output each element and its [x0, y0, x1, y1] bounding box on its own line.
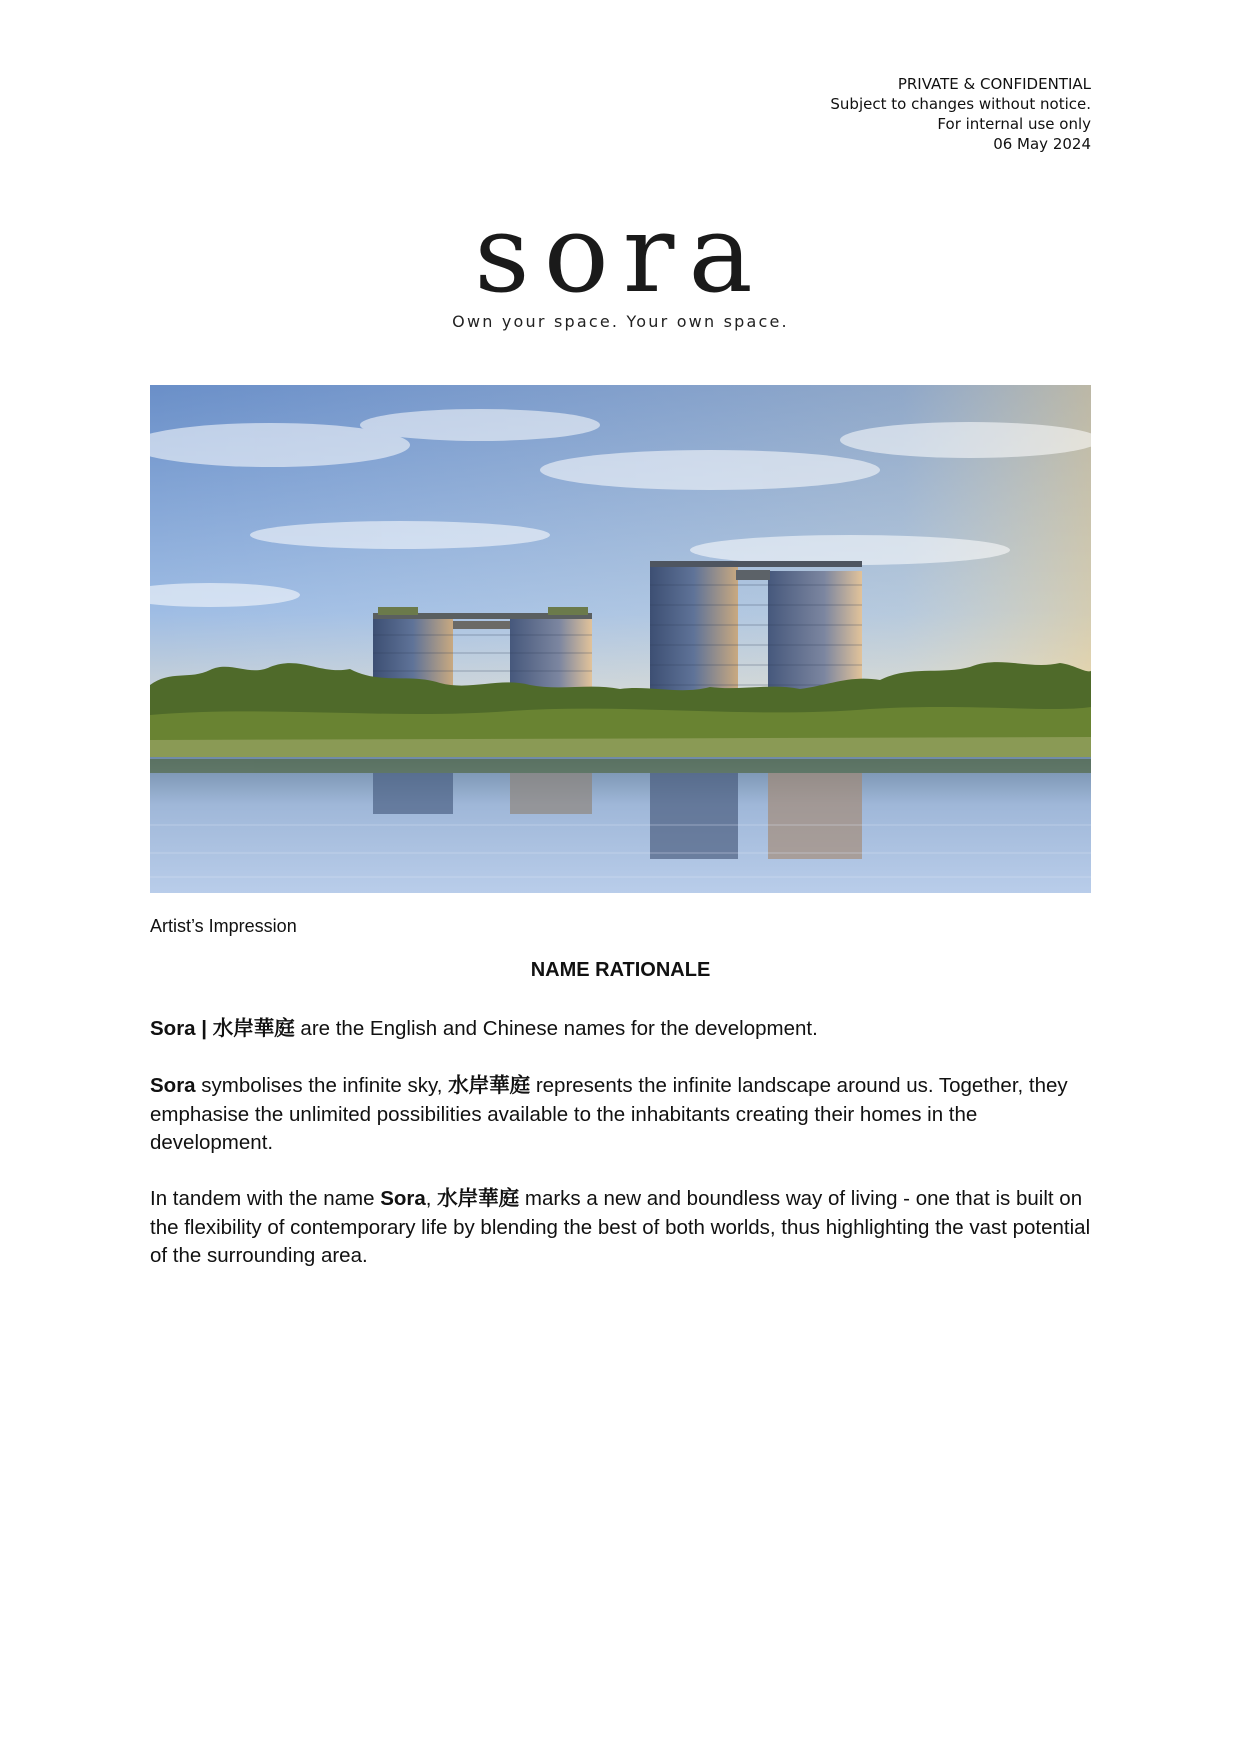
image-caption: Artist’s Impression [150, 916, 297, 936]
name-chinese: 水岸華庭 [448, 1074, 531, 1097]
comma: , [425, 1187, 438, 1210]
name-english: Sora [150, 1074, 196, 1097]
logo-wordmark: sora [474, 192, 767, 317]
name-separator: | [195, 1017, 213, 1040]
artist-impression-image [150, 385, 1091, 893]
confidential-label: PRIVATE & CONFIDENTIAL [897, 75, 1091, 93]
logo-tagline: Own your space. Your own space. [452, 312, 789, 331]
paragraph-text: In tandem with the name [150, 1187, 381, 1210]
paragraph-tandem [150, 1185, 1095, 1271]
section-heading: NAME RATIONALE [530, 959, 711, 981]
confidential-notice [830, 74, 1091, 154]
paragraph-text: marks a new and boundless way of living - one that is built on the flexibility of contemporary life by blending the best of both worlds, thus highlighting the vast potential of the surrounding area. [150, 1187, 1096, 1267]
paragraph-text: symbolises the infinite sky, [195, 1074, 449, 1097]
paragraph-names [150, 1015, 1095, 1044]
internal-use-label: For internal use only [937, 115, 1091, 133]
paragraph-symbolism [150, 1072, 1095, 1158]
changes-notice: Subject to changes without notice. [830, 95, 1091, 113]
name-english: Sora [380, 1187, 426, 1210]
document-date: 06 May 2024 [993, 135, 1091, 153]
paragraph-text: are the English and Chinese names for the development. [294, 1017, 818, 1040]
name-chinese: 水岸華庭 [212, 1017, 295, 1040]
name-chinese: 水岸華庭 [437, 1187, 520, 1210]
paragraph-text: represents the infinite landscape around us. Together, they emphasise the unlimited possibilities available to the inhabitants creating their homes in the development. [150, 1074, 1074, 1154]
sora-logo [0, 192, 1241, 331]
name-english: Sora [150, 1017, 196, 1040]
